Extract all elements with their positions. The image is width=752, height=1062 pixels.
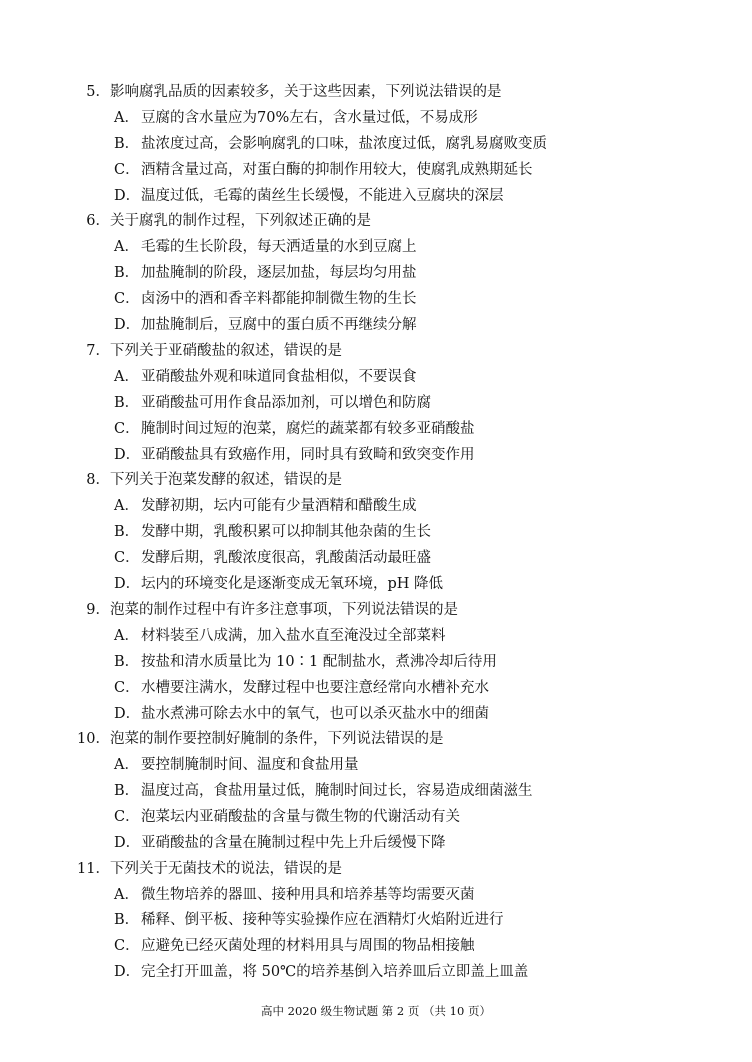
option-label: B．	[114, 136, 140, 152]
option	[114, 186, 504, 206]
option	[114, 522, 431, 542]
option-label: D．	[114, 706, 141, 722]
option	[114, 367, 417, 387]
option-label: C．	[114, 809, 140, 825]
question-text: 下列关于无菌技术的说法，错误的是	[110, 861, 342, 877]
option-text: 发酵后期，乳酸浓度很高，乳酸菌活动最旺盛	[141, 550, 431, 566]
option-text: 发酵初期，坛内可能有少量酒精和醋酸生成	[141, 498, 417, 514]
option-text: 腌制时间过短的泡菜，腐烂的蔬菜都有较多亚硝酸盐	[141, 421, 475, 437]
option-label: C．	[114, 550, 140, 566]
option-label: C．	[114, 680, 140, 696]
question-number: 6．	[86, 213, 110, 229]
question-text: 关于腐乳的制作过程，下列叙述正确的是	[110, 213, 371, 229]
option	[114, 962, 528, 982]
option	[114, 833, 446, 853]
question-stem	[0, 82, 502, 102]
option-label: A．	[114, 239, 139, 255]
question-stem	[0, 859, 342, 879]
option-label: B．	[114, 912, 140, 928]
question-number: 11．	[77, 861, 110, 877]
option-label: A．	[114, 110, 139, 126]
option	[114, 496, 417, 516]
option	[114, 237, 417, 257]
option	[114, 626, 446, 646]
option	[114, 289, 417, 309]
option-text: 发酵中期，乳酸积累可以抑制其他杂菌的生长	[141, 524, 431, 540]
option-label: D．	[114, 317, 141, 333]
option	[114, 885, 475, 905]
option	[114, 315, 417, 335]
page-footer: 高中 2020 级生物试题 第 2 页 （共 10 页）	[261, 1004, 491, 1018]
option-text: 豆腐的含水量应为70%左右，含水量过低，不易成形	[141, 110, 478, 126]
option-text: 温度过高，食盐用量过低，腌制时间过长，容易造成细菌滋生	[141, 783, 533, 799]
question-text: 下列关于亚硝酸盐的叙述，错误的是	[110, 343, 342, 359]
question-number: 9．	[86, 602, 110, 618]
option-text: 要控制腌制时间、温度和食盐用量	[141, 757, 359, 773]
option-label: D．	[114, 964, 141, 980]
option-text: 温度过低，毛霉的菌丝生长缓慢，不能进入豆腐块的深层	[141, 188, 504, 204]
option	[114, 781, 533, 801]
option-text: 水槽要注满水，发酵过程中也要注意经常向水槽补充水	[141, 680, 489, 696]
option-label: A．	[114, 887, 139, 903]
option	[114, 704, 489, 724]
option-text: 坛内的环境变化是逐渐变成无氧环境，pH 降低	[141, 576, 444, 592]
option	[114, 755, 359, 775]
option-label: D．	[114, 188, 141, 204]
option-text: 酒精含量过高，对蛋白酶的抑制作用较大，使腐乳成熟期延长	[141, 162, 533, 178]
option	[114, 445, 475, 465]
question-stem	[0, 600, 458, 620]
option-text: 盐水煮沸可除去水中的氧气，也可以杀灭盐水中的细菌	[141, 706, 489, 722]
option	[114, 134, 547, 154]
question-number: 7．	[86, 343, 110, 359]
option-label: B．	[114, 654, 140, 670]
option	[114, 160, 533, 180]
option-text: 毛霉的生长阶段，每天洒适量的水到豆腐上	[141, 239, 417, 255]
question-stem	[0, 211, 371, 231]
option-text: 泡菜坛内亚硝酸盐的含量与微生物的代谢活动有关	[141, 809, 460, 825]
option	[114, 807, 460, 827]
option-text: 完全打开皿盖，将 50℃的培养基倒入培养皿后立即盖上皿盖	[141, 964, 529, 980]
option-label: A．	[114, 369, 139, 385]
question-stem	[0, 729, 444, 749]
option-label: C．	[114, 421, 140, 437]
question-stem	[0, 341, 342, 361]
option	[114, 910, 504, 930]
question-number: 10．	[77, 731, 110, 747]
option-text: 盐浓度过高，会影响腐乳的口味，盐浓度过低，腐乳易腐败变质	[141, 136, 547, 152]
option-text: 微生物培养的器皿、接种用具和培养基等均需要灭菌	[141, 887, 475, 903]
option-label: B．	[114, 265, 140, 281]
question-text: 泡菜的制作过程中有许多注意事项，下列说法错误的是	[110, 602, 458, 618]
question-text: 影响腐乳品质的因素较多，关于这些因素，下列说法错误的是	[110, 84, 502, 100]
option-text: 应避免已经灭菌处理的材料用具与周围的物品相接触	[141, 938, 475, 954]
option	[114, 419, 475, 439]
option-text: 按盐和清水质量比为 10∶1 配制盐水，煮沸冷却后待用	[141, 654, 497, 670]
option	[114, 936, 475, 956]
option-label: B．	[114, 524, 140, 540]
option-label: B．	[114, 395, 140, 411]
option-text: 亚硝酸盐具有致癌作用，同时具有致畸和致突变作用	[141, 447, 475, 463]
question-text: 泡菜的制作要控制好腌制的条件，下列说法错误的是	[110, 731, 444, 747]
option-text: 亚硝酸盐可用作食品添加剂，可以增色和防腐	[141, 395, 431, 411]
option	[114, 548, 431, 568]
option-text: 稀释、倒平板、接种等实验操作应在酒精灯火焰附近进行	[141, 912, 504, 928]
option	[114, 263, 417, 283]
option-text: 加盐腌制的阶段，逐层加盐，每层均匀用盐	[141, 265, 417, 281]
option-label: D．	[114, 447, 141, 463]
option-text: 亚硝酸盐的含量在腌制过程中先上升后缓慢下降	[141, 835, 446, 851]
question-number: 5．	[86, 84, 110, 100]
option-label: C．	[114, 938, 140, 954]
option-label: C．	[114, 162, 140, 178]
option-text: 卤汤中的酒和香辛料都能抑制微生物的生长	[141, 291, 417, 307]
option-label: B．	[114, 783, 140, 799]
option-label: C．	[114, 291, 140, 307]
option-text: 材料装至八成满，加入盐水直至淹没过全部菜料	[141, 628, 446, 644]
option-text: 亚硝酸盐外观和味道同食盐相似，不要误食	[141, 369, 417, 385]
option	[114, 574, 443, 594]
option	[114, 108, 478, 128]
option	[114, 393, 431, 413]
question-number: 8．	[86, 472, 110, 488]
option-label: A．	[114, 498, 139, 514]
option	[114, 652, 497, 672]
option-label: D．	[114, 835, 141, 851]
option-label: A．	[114, 628, 139, 644]
option-text: 加盐腌制后，豆腐中的蛋白质不再继续分解	[141, 317, 417, 333]
option-label: A．	[114, 757, 139, 773]
question-stem	[0, 470, 342, 490]
option	[114, 678, 489, 698]
question-text: 下列关于泡菜发酵的叙述，错误的是	[110, 472, 342, 488]
option-label: D．	[114, 576, 141, 592]
